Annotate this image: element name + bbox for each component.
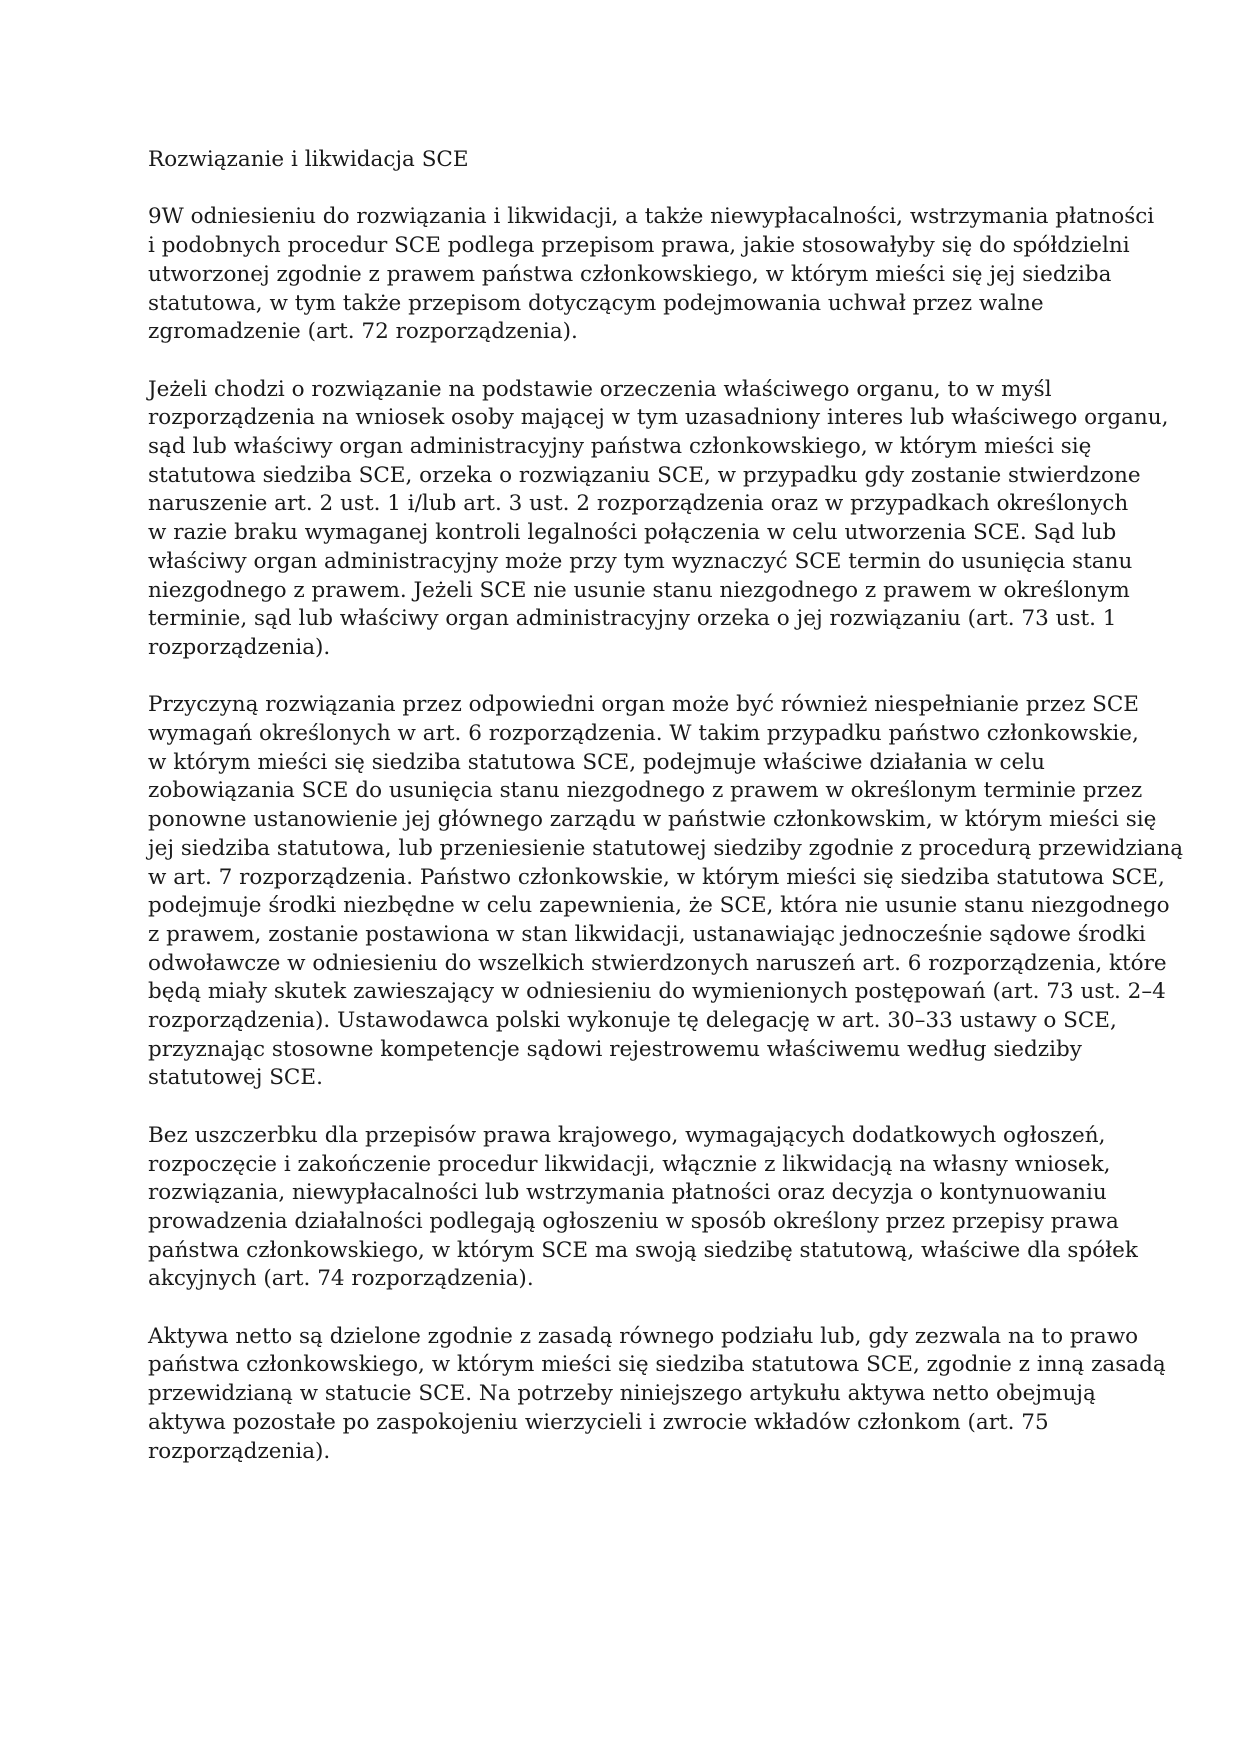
paragraph-line: w razie braku wymaganej kontroli legalności połączenia w celu utworzenia SCE. Sąd lub: [148, 520, 1117, 546]
paragraph-line: 9W odniesieniu do rozwiązania i likwidacji, a także niewypłacalności, wstrzymania płatności: [148, 204, 1155, 230]
paragraph-line: Przyczyną rozwiązania przez odpowiedni organ może być również niespełnianie przez SCE: [148, 692, 1139, 718]
paragraph-line: statutowej SCE.: [148, 1065, 323, 1091]
paragraph-line: statutowa siedziba SCE, orzeka o rozwiązaniu SCE, w przypadku gdy zostanie stwierdzone: [148, 462, 1141, 488]
paragraph-line: państwa członkowskiego, w którym mieści się siedziba statutowa SCE, zgodnie z inną zasadą: [148, 1352, 1166, 1378]
paragraph-line: niezgodnego z prawem. Jeżeli SCE nie usunie stanu niezgodnego z prawem w określonym: [148, 577, 1130, 603]
paragraph-line: rozporządzenia na wniosek osoby mającej w tym uzasadniony interes lub właściwego organu,: [148, 405, 1169, 431]
paragraph-line: zgromadzenie (art. 72 rozporządzenia).: [148, 319, 578, 345]
paragraph: [148, 1323, 1166, 1467]
paragraph-line: aktywa pozostałe po zaspokojeniu wierzycieli i zwrocie wkładów członkom (art. 75: [148, 1409, 1049, 1435]
paragraph-line: prowadzenia działalności podlegają ogłoszeniu w sposób określony przez przepisy prawa: [148, 1208, 1119, 1234]
paragraph-line: rozporządzenia).: [148, 1438, 331, 1464]
paragraph-line: Aktywa netto są dzielone zgodnie z zasadą równego podziału lub, gdy zezwala na to prawo: [148, 1323, 1139, 1349]
paragraph-line: w którym mieści się siedziba statutowa SCE, podejmuje właściwe działania w celu: [148, 749, 1046, 775]
paragraph-line: odwoławcze w odniesieniu do wszelkich stwierdzonych naruszeń art. 6 rozporządzenia, które: [148, 950, 1167, 976]
paragraph-line: sąd lub właściwy organ administracyjny państwa członkowskiego, w którym mieści się: [148, 434, 1092, 459]
paragraph-line: ponowne ustanowienie jej głównego zarządu w państwie członkowskim, w którym mieści się: [148, 807, 1157, 833]
paragraph-line: właściwy organ administracyjny może przy tym wyznaczyć SCE termin do usunięcia stanu: [148, 548, 1133, 574]
paragraph-line: zobowiązania SCE do usunięcia stanu niezgodnego z prawem w określonym terminie przez: [148, 778, 1143, 804]
paragraph-line: będą miały skutek zawieszający w odniesieniu do wymienionych postępowań (art. 73 ust. 2–4: [148, 979, 1166, 1005]
paragraph-line: przyznając stosowne kompetencje sądowi rejestrowemu właściwemu według siedziby: [148, 1036, 1082, 1062]
paragraph-line: naruszenie art. 2 ust. 1 i/lub art. 3 ust. 2 rozporządzenia oraz w przypadkach określonych: [148, 491, 1129, 517]
paragraph-line: utworzonej zgodnie z prawem państwa członkowskiego, w którym mieści się jej siedziba: [148, 261, 1112, 287]
document-title: Rozwiązanie i likwidacja SCE: [148, 147, 469, 172]
document-body: [148, 203, 1184, 1466]
paragraph-line: Bez uszczerbku dla przepisów prawa krajowego, wymagających dodatkowych ogłoszeń,: [148, 1122, 1106, 1148]
paragraph: [148, 203, 1155, 347]
paragraph-line: jej siedziba statutowa, lub przeniesienie statutowej siedziby zgodnie z procedurą przewidzianą: [148, 835, 1184, 861]
paragraph-line: rozporządzenia).: [148, 634, 331, 660]
paragraph-line: podejmuje środki niezbędne w celu zapewnienia, że SCE, która nie usunie stanu niezgodnego: [148, 893, 1170, 919]
paragraph-line: rozwiązania, niewypłacalności lub wstrzymania płatności oraz decyzja o kontynuowaniu: [148, 1180, 1107, 1206]
paragraph: [148, 376, 1169, 663]
document-page: [148, 146, 1184, 1495]
paragraph-line: statutowa, w tym także przepisom dotyczącym podejmowania uchwał przez walne: [148, 290, 1044, 316]
paragraph-line: w art. 7 rozporządzenia. Państwo członkowskie, w którym mieści się siedziba statutowa SCE,: [148, 864, 1165, 890]
paragraph: [148, 1122, 1138, 1294]
paragraph-line: i podobnych procedur SCE podlega przepisom prawa, jakie stosowałyby się do spółdzielni: [148, 233, 1130, 259]
paragraph-line: państwa członkowskiego, w którym SCE ma swoją siedzibę statutową, właściwe dla spółek: [148, 1237, 1138, 1263]
paragraph-line: terminie, sąd lub właściwy organ administracyjny orzeka o jej rozwiązaniu (art. 73 ust. 1: [148, 606, 1117, 632]
paragraph-line: Jeżeli chodzi o rozwiązanie na podstawie orzeczenia właściwego organu, to w myśl: [148, 376, 1052, 402]
paragraph-line: przewidzianą w statucie SCE. Na potrzeby niniejszego artykułu aktywa netto obejmują: [148, 1381, 1096, 1407]
paragraph-line: wymagań określonych w art. 6 rozporządzenia. W takim przypadku państwo członkowskie,: [148, 721, 1139, 747]
paragraph-line: rozpoczęcie i zakończenie procedur likwidacji, włącznie z likwidacją na własny wniosek,: [148, 1151, 1111, 1177]
paragraph-line: akcyjnych (art. 74 rozporządzenia).: [148, 1266, 534, 1292]
paragraph-line: z prawem, zostanie postawiona w stan likwidacji, ustanawiając jednocześnie sądowe środki: [148, 921, 1146, 947]
paragraph-line: rozporządzenia). Ustawodawca polski wykonuje tę delegację w art. 30–33 ustawy o SCE,: [148, 1008, 1117, 1034]
paragraph: [148, 691, 1184, 1093]
